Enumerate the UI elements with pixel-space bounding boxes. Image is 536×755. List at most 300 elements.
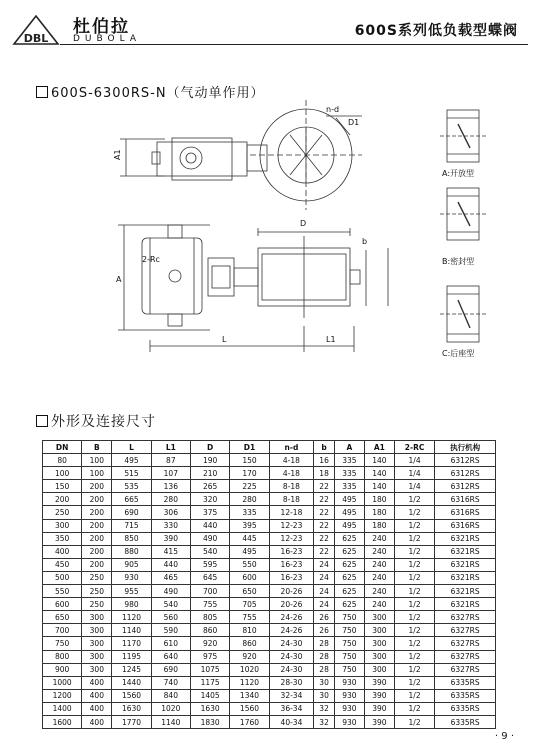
table-cell: 6312RS (435, 480, 496, 493)
table-cell: 1000 (43, 676, 82, 689)
label-d: D (300, 219, 307, 228)
table-header-cell: D (190, 441, 229, 454)
table-row (43, 637, 496, 650)
table-cell: 905 (112, 558, 151, 571)
table-row (43, 454, 496, 467)
table-cell: 200 (82, 519, 112, 532)
table-cell: 755 (190, 598, 229, 611)
table-cell: 1/2 (394, 493, 434, 506)
table-cell: 26 (314, 624, 335, 637)
table-cell: 6327RS (435, 663, 496, 676)
table-cell: 4-18 (269, 467, 314, 480)
table-cell: 280 (151, 493, 190, 506)
label-2rc: 2-Rc (142, 255, 160, 264)
table-cell: 22 (314, 493, 335, 506)
table-cell: 690 (112, 506, 151, 519)
table-cell: 250 (43, 506, 82, 519)
table-cell: 980 (112, 598, 151, 611)
table-cell: 8-18 (269, 493, 314, 506)
table-cell: 1/4 (394, 480, 434, 493)
table-cell: 1140 (151, 715, 190, 728)
table-cell: 860 (230, 637, 269, 650)
table-cell: 6312RS (435, 454, 496, 467)
label-a1: A1 (113, 149, 122, 160)
table-cell: 140 (364, 454, 394, 467)
table-cell: 560 (151, 611, 190, 624)
brand-logo (12, 14, 60, 46)
table-cell: 625 (334, 571, 364, 584)
table-row (43, 611, 496, 624)
table-cell: 16-23 (269, 571, 314, 584)
checkbox-icon (36, 415, 48, 427)
table-cell: 6316RS (435, 519, 496, 532)
table-cell: 200 (82, 532, 112, 545)
table-cell: 107 (151, 467, 190, 480)
table-cell: 6327RS (435, 624, 496, 637)
table-cell: 700 (190, 585, 229, 598)
table-cell: 200 (43, 493, 82, 506)
table-cell: 28 (314, 663, 335, 676)
table-cell: 306 (151, 506, 190, 519)
table-row (43, 506, 496, 519)
table-cell: 24 (314, 571, 335, 584)
valve-drawing (0, 95, 536, 395)
table-body (43, 454, 496, 729)
table-cell: 1/2 (394, 637, 434, 650)
table-cell: 6335RS (435, 702, 496, 715)
table-cell: 300 (364, 624, 394, 637)
table-cell: 6321RS (435, 571, 496, 584)
table-cell: 300 (364, 611, 394, 624)
table-cell: 705 (230, 598, 269, 611)
table-cell: 180 (364, 519, 394, 532)
table-cell: 625 (334, 598, 364, 611)
type-views (440, 110, 486, 342)
table-row (43, 676, 496, 689)
table-cell: 6335RS (435, 715, 496, 728)
table-cell: 28 (314, 637, 335, 650)
table-cell: 1120 (230, 676, 269, 689)
table-cell: 625 (334, 585, 364, 598)
table-cell: 930 (334, 702, 364, 715)
label-b: b (362, 237, 368, 246)
table-cell: 1/2 (394, 545, 434, 558)
table-cell: 540 (190, 545, 229, 558)
label-l1: L1 (326, 335, 336, 344)
table-cell: 80 (43, 454, 82, 467)
table-cell: 490 (190, 532, 229, 545)
table-cell: 20-26 (269, 585, 314, 598)
table-cell: 440 (151, 558, 190, 571)
table-cell: 920 (230, 650, 269, 663)
table-cell: 930 (334, 715, 364, 728)
table-cell: 1075 (190, 663, 229, 676)
table-cell: 6327RS (435, 611, 496, 624)
table-cell: 20-26 (269, 598, 314, 611)
table-cell: 200 (82, 545, 112, 558)
table-row (43, 663, 496, 676)
table-cell: 12-23 (269, 519, 314, 532)
table-cell: 1440 (112, 676, 151, 689)
header-divider (60, 44, 528, 45)
table-cell: 16-23 (269, 558, 314, 571)
table-cell: 390 (364, 715, 394, 728)
table-cell: 6316RS (435, 506, 496, 519)
table-cell: 22 (314, 519, 335, 532)
table-cell: 32 (314, 715, 335, 728)
table-cell: 1/2 (394, 506, 434, 519)
table-row (43, 598, 496, 611)
table-row (43, 624, 496, 637)
table-cell: 750 (334, 611, 364, 624)
table-cell: 335 (230, 506, 269, 519)
label-type-a: A:开放型 (442, 169, 475, 178)
table-cell: 495 (334, 493, 364, 506)
table-cell: 640 (151, 650, 190, 663)
table-cell: 300 (82, 650, 112, 663)
dimensions-section-title (36, 411, 156, 431)
table-cell: 6335RS (435, 689, 496, 702)
table-cell: 400 (43, 545, 82, 558)
table-row (43, 650, 496, 663)
table-row (43, 689, 496, 702)
table-row (43, 702, 496, 715)
table-cell: 440 (190, 519, 229, 532)
table-header-cell: A (334, 441, 364, 454)
table-cell: 880 (112, 545, 151, 558)
table-cell: 445 (230, 532, 269, 545)
table-cell: 495 (334, 506, 364, 519)
table-cell: 650 (43, 611, 82, 624)
table-cell: 32-34 (269, 689, 314, 702)
table-cell: 22 (314, 532, 335, 545)
table-cell: 24-30 (269, 650, 314, 663)
table-header-cell: L1 (151, 441, 190, 454)
table-cell: 210 (190, 467, 229, 480)
table-cell: 300 (364, 663, 394, 676)
table-cell: 1770 (112, 715, 151, 728)
table-cell: 30 (314, 676, 335, 689)
table-cell: 400 (82, 689, 112, 702)
table-cell: 1/4 (394, 467, 434, 480)
table-cell: 1170 (112, 637, 151, 650)
table-cell: 335 (334, 454, 364, 467)
table-cell: 265 (190, 480, 229, 493)
table-cell: 930 (334, 689, 364, 702)
table-cell: 6321RS (435, 545, 496, 558)
table-cell: 1/2 (394, 663, 434, 676)
table-cell: 6316RS (435, 493, 496, 506)
table-cell: 100 (43, 467, 82, 480)
table-cell: 24 (314, 558, 335, 571)
table-cell: 136 (151, 480, 190, 493)
table-cell: 6312RS (435, 467, 496, 480)
label-d1: D1 (348, 118, 360, 127)
table-cell: 1830 (190, 715, 229, 728)
table-cell: 150 (43, 480, 82, 493)
table-cell: 180 (364, 506, 394, 519)
table-cell: 1/2 (394, 624, 434, 637)
table-cell: 755 (230, 611, 269, 624)
table-cell: 1/2 (394, 650, 434, 663)
table-cell: 1405 (190, 689, 229, 702)
table-cell: 495 (230, 545, 269, 558)
table-cell: 190 (190, 454, 229, 467)
table-cell: 390 (364, 676, 394, 689)
table-cell: 28 (314, 650, 335, 663)
table-cell: 515 (112, 467, 151, 480)
table-cell: 4-18 (269, 454, 314, 467)
table-cell: 250 (82, 598, 112, 611)
table-cell: 1245 (112, 663, 151, 676)
table-cell: 24 (314, 598, 335, 611)
table-cell: 87 (151, 454, 190, 467)
table-cell: 1560 (112, 689, 151, 702)
table-cell: 22 (314, 545, 335, 558)
table-cell: 1200 (43, 689, 82, 702)
table-cell: 1/2 (394, 676, 434, 689)
table-header-cell: 执行机构 (435, 441, 496, 454)
table-cell: 240 (364, 545, 394, 558)
table-cell: 415 (151, 545, 190, 558)
table-cell: 225 (230, 480, 269, 493)
table-cell: 1/2 (394, 611, 434, 624)
table-cell: 1/2 (394, 702, 434, 715)
table-cell: 8-18 (269, 480, 314, 493)
table-cell: 920 (190, 637, 229, 650)
table-cell: 240 (364, 571, 394, 584)
logo-text: DBL (23, 32, 49, 45)
table-cell: 750 (334, 637, 364, 650)
table-cell: 24 (314, 585, 335, 598)
table-cell: 300 (82, 624, 112, 637)
table-header-cell: n-d (269, 441, 314, 454)
table-row (43, 545, 496, 558)
table-cell: 32 (314, 702, 335, 715)
table-row (43, 585, 496, 598)
table-cell: 400 (82, 715, 112, 728)
table-cell: 1400 (43, 702, 82, 715)
table-cell: 490 (151, 585, 190, 598)
table-cell: 1175 (190, 676, 229, 689)
front-view (118, 225, 388, 352)
table-cell: 12-23 (269, 532, 314, 545)
table-cell: 600 (230, 571, 269, 584)
table-cell: 700 (43, 624, 82, 637)
table-cell: 320 (190, 493, 229, 506)
table-header-cell: DN (43, 441, 82, 454)
table-cell: 665 (112, 493, 151, 506)
table-row (43, 480, 496, 493)
table-cell: 650 (230, 585, 269, 598)
table-cell: 1630 (190, 702, 229, 715)
table-cell: 240 (364, 558, 394, 571)
table-cell: 170 (230, 467, 269, 480)
table-cell: 6335RS (435, 676, 496, 689)
table-header-cell: 2-RC (394, 441, 434, 454)
table-cell: 200 (82, 480, 112, 493)
label-a: A (116, 275, 122, 284)
table-header-cell: D1 (230, 441, 269, 454)
table-cell: 6327RS (435, 650, 496, 663)
table-cell: 850 (112, 532, 151, 545)
model-title-text: 600S-6300RS-N（气动单作用） (51, 86, 265, 101)
table-cell: 550 (230, 558, 269, 571)
table-cell: 1/2 (394, 558, 434, 571)
table-cell: 300 (364, 637, 394, 650)
table-row (43, 558, 496, 571)
table-cell: 300 (82, 637, 112, 650)
table-cell: 240 (364, 585, 394, 598)
table-row (43, 532, 496, 545)
table-cell: 28-30 (269, 676, 314, 689)
table-cell: 18 (314, 467, 335, 480)
table-cell: 375 (190, 506, 229, 519)
table-cell: 1/2 (394, 571, 434, 584)
dimensions-title-text: 外形及连接尺寸 (51, 414, 156, 430)
dimensions-table (42, 440, 496, 729)
table-cell: 840 (151, 689, 190, 702)
table-cell: 390 (364, 702, 394, 715)
table-cell: 200 (82, 506, 112, 519)
table-cell: 495 (334, 519, 364, 532)
table-header-row (43, 441, 496, 454)
table-cell: 200 (82, 558, 112, 571)
table-cell: 500 (43, 571, 82, 584)
table-cell: 16 (314, 454, 335, 467)
label-type-c: C:后座型 (442, 349, 475, 358)
table-cell: 330 (151, 519, 190, 532)
table-cell: 335 (334, 480, 364, 493)
page-number: · 9 · (494, 731, 514, 742)
table-cell: 1340 (230, 689, 269, 702)
table-cell: 1195 (112, 650, 151, 663)
table-cell: 300 (82, 611, 112, 624)
table-cell: 810 (230, 624, 269, 637)
table-cell: 625 (334, 545, 364, 558)
table-cell: 22 (314, 480, 335, 493)
table-cell: 6321RS (435, 558, 496, 571)
table-header-cell: b (314, 441, 335, 454)
table-cell: 150 (230, 454, 269, 467)
brand-name-cn: 杜伯拉 (73, 17, 130, 37)
table-cell: 750 (334, 624, 364, 637)
table-cell: 240 (364, 598, 394, 611)
table-cell: 610 (151, 637, 190, 650)
brand-name-en: DUBOLA (73, 34, 141, 44)
table-cell: 12-18 (269, 506, 314, 519)
series-title: 600S系列低负载型蝶阀 (354, 23, 518, 39)
table-header-cell: B (82, 441, 112, 454)
table-cell: 280 (230, 493, 269, 506)
table-cell: 1/2 (394, 585, 434, 598)
table-cell: 6321RS (435, 598, 496, 611)
table-cell: 805 (190, 611, 229, 624)
table-cell: 100 (82, 467, 112, 480)
table-header-cell: A1 (364, 441, 394, 454)
table-cell: 590 (151, 624, 190, 637)
table-cell: 180 (364, 493, 394, 506)
table-cell: 390 (151, 532, 190, 545)
table-cell: 1630 (112, 702, 151, 715)
table-cell: 900 (43, 663, 82, 676)
table-cell: 625 (334, 532, 364, 545)
table-cell: 400 (82, 702, 112, 715)
table-cell: 36-34 (269, 702, 314, 715)
table-cell: 300 (364, 650, 394, 663)
table-cell: 24-26 (269, 624, 314, 637)
table-cell: 395 (230, 519, 269, 532)
table-cell: 860 (190, 624, 229, 637)
table-cell: 140 (364, 480, 394, 493)
table-cell: 1020 (230, 663, 269, 676)
table-row (43, 715, 496, 728)
table-cell: 26 (314, 611, 335, 624)
table-cell: 6327RS (435, 637, 496, 650)
table-cell: 930 (112, 571, 151, 584)
table-header-cell: L (112, 441, 151, 454)
table-cell: 200 (82, 493, 112, 506)
table-cell: 250 (82, 571, 112, 584)
table-cell: 30 (314, 689, 335, 702)
table-cell: 6321RS (435, 532, 496, 545)
table-cell: 750 (334, 650, 364, 663)
table-cell: 240 (364, 532, 394, 545)
label-l: L (222, 335, 227, 344)
table-cell: 645 (190, 571, 229, 584)
table-cell: 1600 (43, 715, 82, 728)
table-cell: 1120 (112, 611, 151, 624)
table-cell: 1020 (151, 702, 190, 715)
table-cell: 690 (151, 663, 190, 676)
table-cell: 955 (112, 585, 151, 598)
table-cell: 1/2 (394, 532, 434, 545)
table-cell: 540 (151, 598, 190, 611)
table-cell: 250 (82, 585, 112, 598)
table-cell: 625 (334, 558, 364, 571)
table-cell: 1/2 (394, 689, 434, 702)
table-cell: 535 (112, 480, 151, 493)
table-cell: 300 (82, 663, 112, 676)
table-cell: 750 (334, 663, 364, 676)
table-cell: 100 (82, 454, 112, 467)
table-cell: 450 (43, 558, 82, 571)
table-cell: 24-30 (269, 637, 314, 650)
table-cell: 300 (43, 519, 82, 532)
table-row (43, 519, 496, 532)
table-cell: 1/2 (394, 519, 434, 532)
table-cell: 1/4 (394, 454, 434, 467)
table-cell: 390 (364, 689, 394, 702)
table-cell: 1/2 (394, 598, 434, 611)
table-cell: 930 (334, 676, 364, 689)
table-row (43, 493, 496, 506)
label-nd: n-d (326, 105, 340, 114)
table-cell: 600 (43, 598, 82, 611)
table-cell: 6321RS (435, 585, 496, 598)
table-cell: 22 (314, 506, 335, 519)
table-cell: 1/2 (394, 715, 434, 728)
table-cell: 1760 (230, 715, 269, 728)
table-cell: 800 (43, 650, 82, 663)
table-cell: 715 (112, 519, 151, 532)
label-type-b: B:密封型 (442, 257, 475, 266)
table-cell: 16-23 (269, 545, 314, 558)
table-cell: 24-26 (269, 611, 314, 624)
table-cell: 350 (43, 532, 82, 545)
table-cell: 595 (190, 558, 229, 571)
table-cell: 1140 (112, 624, 151, 637)
